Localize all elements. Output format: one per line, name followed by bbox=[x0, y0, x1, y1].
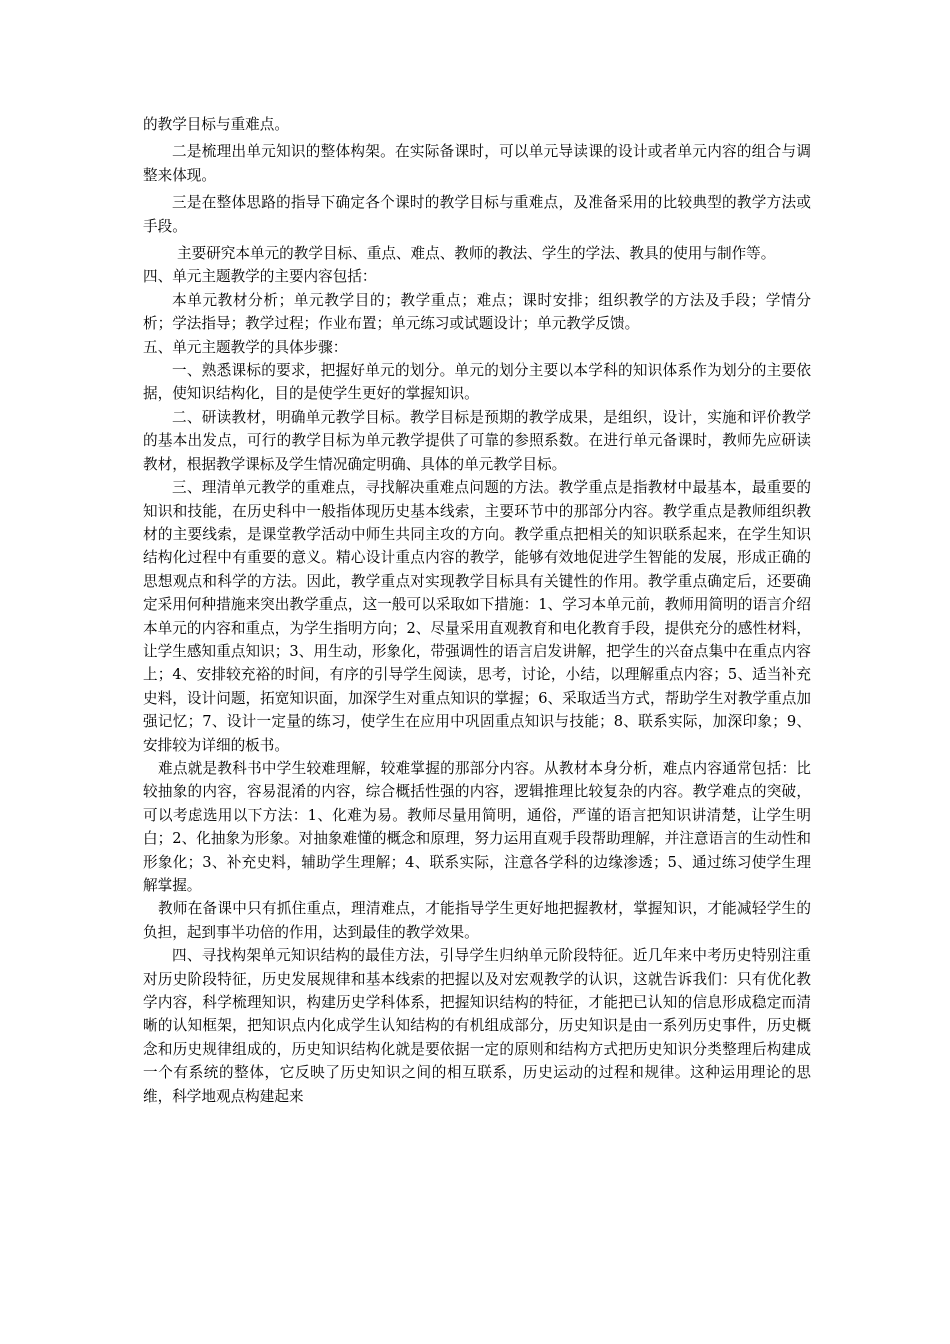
paragraph-difficult-points: 难点就是教科书中学生较难理解，较难掌握的那部分内容。从教材本身分析，难点内容通常包括：比较抽象的内容，容易混淆的内容，综合概括性强的内容，逻辑推理比较复杂的内容。教学难点的突破，可以考虑选用以下方法：1、化难为易。教师尽量用简明，通俗，严谨的语言把知识讲清楚，让学生明白；2、化抽象为形象。对抽象难懂的概念和原理，努力运用直观手段帮助理解，并注意语言的生动性和形象化；3、补充史料，辅助学生理解；4、联系实际，注意各学科的边缘渗透；5、通过练习使学生理解掌握。 bbox=[143, 759, 811, 894]
paragraph-research-focus: 主要研究本单元的教学目标、重点、难点、教师的教法、学生的学法、教具的使用与制作等。 bbox=[177, 245, 776, 263]
section-heading-four: 四、单元主题教学的主要内容包括： bbox=[143, 268, 377, 286]
paragraph-step-one: 一、熟悉课标的要求，把握好单元的划分。单元的划分主要以本学科的知识体系作为划分的主要依据，使知识结构化，目的是使学生更好的掌握知识。 bbox=[143, 362, 811, 403]
paragraph-point-three: 三是在整体思路的指导下确定各个课时的教学目标与重难点，及准备采用的比较典型的教学方法或手段。 bbox=[143, 194, 811, 235]
paragraph-main-content: 本单元教材分析；单元教学目的；教学重点；难点；课时安排；组织教学的方法及手段；学情分析；学法指导；教学过程；作业布置；单元练习或试题设计；单元教学反馈。 bbox=[143, 291, 811, 333]
paragraph-continuation: 的教学目标与重难点。 bbox=[143, 116, 289, 133]
paragraph-step-three: 三、理清单元教学的重难点，寻找解决重难点问题的方法。教学重点是指教材中最基本，最重要的知识和技能，在历史科中一般指体现历史基本线索，主要环节中的那部分内容。教学重点是教师组织教材的主要线索，是课堂教学活动中师生共同主攻的方向。教学重点把相关的知识联系起来，在学生知识结构化过程中有重要的意义。精心设计重点内容的教学，能够有效地促进学生智能的发展，形成正确的思想观点和科学的方法。因此，教学重点对实现教学目标具有关键性的作用。教学重点确定后，还要确定采用何种措施来突出教学重点，这一般可以采取如下措施：1、学习本单元前，教师用简明的语言介绍本单元的内容和重点，为学生指明方向；2、尽量采用直观教育和电化教育手段，提供充分的感性材料，让学生感知重点知识；3、用生动，形象化，带强调性的语言启发讲解，把学生的兴奋点集中在重点内容上；4、安排较充裕的时间，有序的引导学生阅读，思考，讨论，小结，以理解重点内容；5、适当补充史料，设计问题，拓宽知识面，加深学生对重点知识的掌握；6、采取适当方式，帮助学生对教学重点加强记忆；7、设计一定量的练习，使学生在应用中巩固重点知识与技能；8、联系实际，加深印象；9、安排较为详细的板书。 bbox=[143, 479, 811, 754]
section-heading-five: 五、单元主题教学的具体步骤： bbox=[143, 338, 348, 356]
paragraph-point-two: 二是梳理出单元知识的整体构架。在实际备课时，可以单元导读课的设计或者单元内容的组合与调整来体现。 bbox=[143, 143, 811, 184]
paragraph-step-four: 四、寻找构架单元知识结构的最佳方法，引导学生归纳单元阶段特征。近几年来中考历史特别注重对历史阶段特征，历史发展规律和基本线索的把握以及对宏观教学的认识，这就告诉我们：只有优化教学内容，科学梳理知识，构建历史学科体系，把握知识结构的特征，才能把已认知的信息形成稳定而清晰的认知框架，把知识点内化成学生认知结构的有机组成部分，历史知识是由一系列历史事件，历史概念和历史规律组成的，历史知识结构化就是要依据一定的原则和结构方式把历史知识分类整理后构建成一个有系统的整体，它反映了历史知识之间的相互联系，历史运动的过程和规律。这种运用理论的思维，科学地观点构建起来 bbox=[143, 947, 811, 1105]
paragraph-step-two: 二、研读教材，明确单元教学目标。教学目标是预期的教学成果，是组织，设计，实施和评价教学的基本出发点，可行的教学目标为单元教学提供了可靠的参照系数。在进行单元备课时，教师先应研读教材，根据教学课标及学生情况确定明确、具体的单元教学目标。 bbox=[143, 408, 811, 473]
paragraph-teacher-focus: 教师在备课中只有抓住重点，理清难点，才能指导学生更好地把握教材，掌握知识，才能减轻学生的负担，起到事半功倍的作用，达到最佳的教学效果。 bbox=[143, 900, 811, 941]
document-body bbox=[143, 113, 811, 1108]
